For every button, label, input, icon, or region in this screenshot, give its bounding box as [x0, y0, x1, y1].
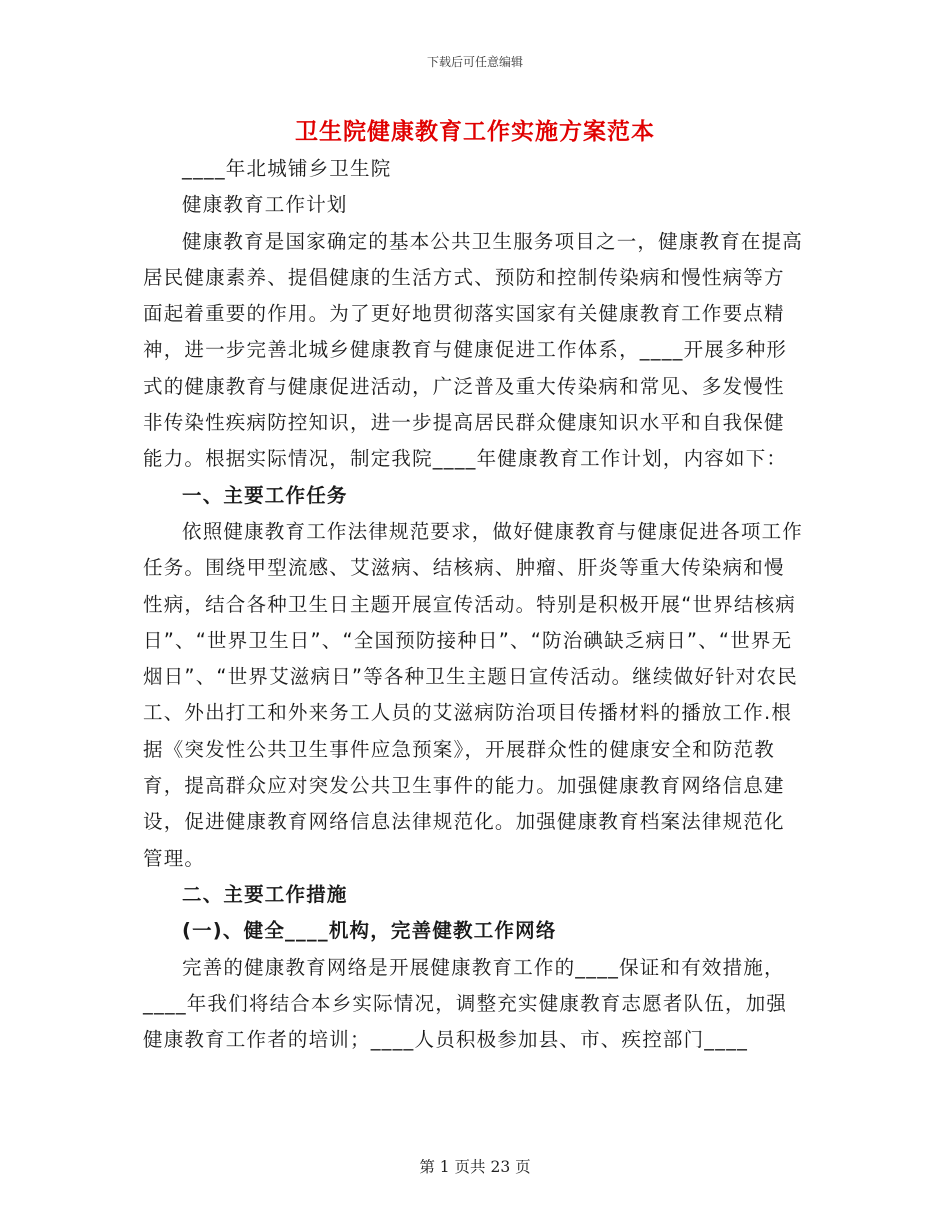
network-paragraph: 完善的健康教育网络是开展健康教育工作的____保证和有效措施，____年我们将结合本乡实际情况，调整充实健康教育志愿者队伍，加强健康教育工作者的培训；____人员积极参加县、市、疾控部门____ — [143, 955, 788, 1052]
section-heading-1: 一、主要工作任务 — [182, 483, 348, 507]
subtitle-line: ____年北城铺乡卫生院 — [182, 157, 392, 180]
document-body — [143, 151, 803, 1058]
page-footer: 第 1 页共 23 页 — [419, 1158, 531, 1176]
intro-paragraph: 健康教育是国家确定的基本公共卫生服务项目之一，健康教育在提高居民健康素养、提倡健康的生活方式、预防和控制传染病和慢性病等方面起着重要的作用。为了更好地贯彻落实国家有关健康教育工作要点精神，进一步完善北城乡健康教育与健康促进工作体系，____开展多种形式的健康教育与健康促进活动，广泛普及重大传染病和常见、多发慢性非传染性疾病防控知识，进一步提高居民群众健康知识水平和自我保健能力。根据实际情况，制定我院____年健康教育工作计划，内容如下： — [143, 229, 804, 471]
section-heading-2: 二、主要工作措施 — [182, 882, 348, 906]
tasks-paragraph: 依照健康教育工作法律规范要求，做好健康教育与健康促进各项工作任务。围绕甲型流感、艾滋病、结核病、肿瘤、肝炎等重大传染病和慢性病，结合各种卫生日主题开展宣传活动。特别是积极开展“世界结核病日”、“世界卫生日”、“全国预防接种日”、“防治碘缺乏病日”、“世界无烟日”、“世界艾滋病日”等各种卫生主题日宣传活动。继续做好针对农民工、外出打工和外来务工人员的艾滋病防治项目传播材料的播放工作.根据《突发性公共卫生事件应急预案》，开展群众性的健康安全和防范教育，提高群众应对突发公共卫生事件的能力。加强健康教育网络信息建设，促进健康教育网络信息法律规范化。加强健康教育档案法律规范化管理。 — [143, 519, 804, 870]
document-title: 卫生院健康教育工作实施方案范本 — [295, 119, 655, 145]
subsection-heading-1: (一)、健全____机构，完善健教工作网络 — [182, 919, 557, 943]
plan-title-line: 健康教育工作计划 — [182, 193, 348, 217]
header-note: 下载后可任意编辑 — [426, 55, 523, 69]
